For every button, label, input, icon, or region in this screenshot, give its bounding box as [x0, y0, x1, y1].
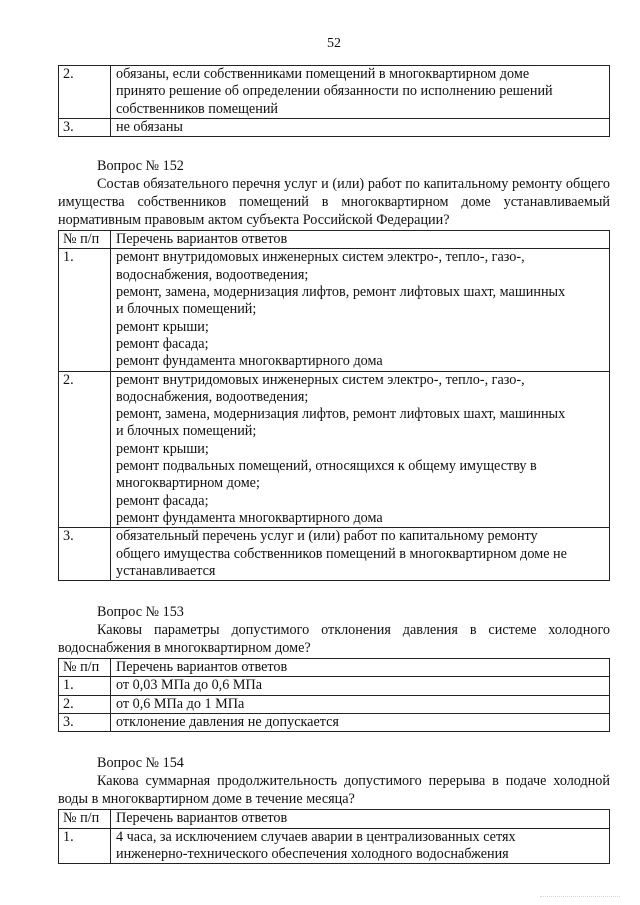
question-title: Вопрос № 152 — [97, 158, 184, 175]
answer-line: отклонение давления не допускается — [116, 714, 339, 731]
answers-table — [58, 809, 610, 864]
answer-line: ремонт крыши; — [116, 318, 209, 335]
question-title: Вопрос № 154 — [97, 755, 184, 772]
answer-number: 1. — [59, 828, 111, 864]
answer-line: и блочных помещений; — [116, 301, 257, 318]
answer-line: обязаны, если собственниками помещений в многоквартирном доме — [116, 66, 530, 82]
answer-text — [111, 249, 610, 371]
answer-row — [59, 528, 610, 581]
answer-number: 2. — [59, 695, 111, 713]
answers-header-row — [59, 659, 610, 677]
answer-line: от 0,03 МПа до 0,6 МПа — [116, 677, 263, 694]
question-text: Каковы параметры допустимого отклонения давления в системе холодного водоснабжения в многоквартирном доме? — [58, 622, 610, 657]
answer-line: обязательный перечень услуг и (или) работ по капитальному ремонту — [116, 528, 538, 545]
answers-header-row — [59, 231, 610, 249]
answer-line: не обязаны — [116, 118, 183, 135]
questions-list — [58, 137, 610, 864]
answer-number: 1. — [59, 677, 111, 695]
answer-line: ремонт фасада; — [116, 335, 209, 352]
answer-text — [111, 66, 610, 119]
answer-line: ремонт фундамента многоквартирного дома — [116, 353, 383, 370]
answer-text — [111, 714, 610, 732]
answers-table — [58, 230, 610, 581]
answer-line: водоснабжения, водоотведения; — [116, 266, 309, 283]
answer-row — [59, 249, 610, 371]
answer-number: 3. — [59, 714, 111, 732]
answer-line: собственников помещений — [116, 100, 278, 117]
answers-table-continued — [58, 65, 610, 137]
answer-text — [111, 118, 610, 136]
answer-line: принято решение об определении обязанности по исполнению решений — [116, 83, 553, 100]
answers-header-row — [59, 810, 610, 828]
answer-row — [59, 371, 610, 528]
document-page — [58, 36, 610, 864]
answer-row — [59, 66, 610, 119]
question-text: Какова суммарная продолжительность допустимого перерыва в подаче холодной воды в многоквартирном доме в течение месяца? — [58, 773, 610, 808]
scan-mark — [540, 896, 620, 903]
answer-line: ремонт внутридомовых инженерных систем электро-, тепло-, газо-, — [116, 371, 525, 388]
answer-line: общего имущества собственников помещений в многоквартирном доме не — [116, 545, 567, 562]
header-number: № п/п — [59, 659, 111, 677]
header-number: № п/п — [59, 231, 111, 249]
answer-text — [111, 371, 610, 528]
header-label: Перечень вариантов ответов — [111, 659, 610, 677]
page-number: 52 — [327, 36, 341, 51]
answer-line: многоквартирном доме; — [116, 475, 260, 492]
answer-line: ремонт подвальных помещений, относящихся к общему имуществу в — [116, 458, 537, 475]
answer-row — [59, 714, 610, 732]
answer-line: ремонт, замена, модернизация лифтов, ремонт лифтовых шахт, машинных — [116, 406, 566, 423]
answer-row — [59, 695, 610, 713]
answer-line: 4 часа, за исключением случаев аварии в централизованных сетях — [116, 828, 516, 845]
answers-table — [58, 658, 610, 732]
answer-line: ремонт фундамента многоквартирного дома — [116, 509, 383, 526]
answer-line: от 0,6 МПа до 1 МПа — [116, 695, 245, 712]
answer-line: ремонт внутридомовых инженерных систем электро-, тепло-, газо-, — [116, 249, 525, 266]
answer-text — [111, 828, 610, 864]
answer-line: ремонт фасада; — [116, 492, 209, 509]
answer-line: ремонт крыши; — [116, 440, 209, 457]
header-label: Перечень вариантов ответов — [111, 231, 610, 249]
answer-number: 3. — [59, 528, 111, 581]
question-title: Вопрос № 153 — [97, 604, 184, 621]
section-gap — [58, 581, 610, 603]
answer-line: ремонт, замена, модернизация лифтов, ремонт лифтовых шахт, машинных — [116, 284, 566, 301]
answer-text — [111, 677, 610, 695]
answer-text — [111, 695, 610, 713]
answer-number: 2. — [59, 66, 111, 119]
answer-text — [111, 528, 610, 581]
answer-row — [59, 677, 610, 695]
answer-line: водоснабжения, водоотведения; — [116, 388, 309, 405]
answer-number: 3. — [59, 118, 111, 136]
answer-line: устанавливается — [116, 562, 216, 579]
section-gap — [58, 732, 610, 754]
answer-line: инженерно-технического обеспечения холодного водоснабжения — [116, 845, 509, 862]
header-label: Перечень вариантов ответов — [111, 810, 610, 828]
answer-row — [59, 828, 610, 864]
answer-number: 2. — [59, 371, 111, 528]
answer-line: и блочных помещений; — [116, 423, 257, 440]
section-gap — [58, 137, 610, 157]
answer-number: 1. — [59, 249, 111, 371]
answer-row — [59, 118, 610, 136]
header-number: № п/п — [59, 810, 111, 828]
question-text: Состав обязательного перечня услуг и (или) работ по капитальному ремонту общего имущества собственников помещений в многоквартирном доме устанавливаемый нормативным правовым актом субъекта Российской Федерации? — [58, 176, 610, 229]
